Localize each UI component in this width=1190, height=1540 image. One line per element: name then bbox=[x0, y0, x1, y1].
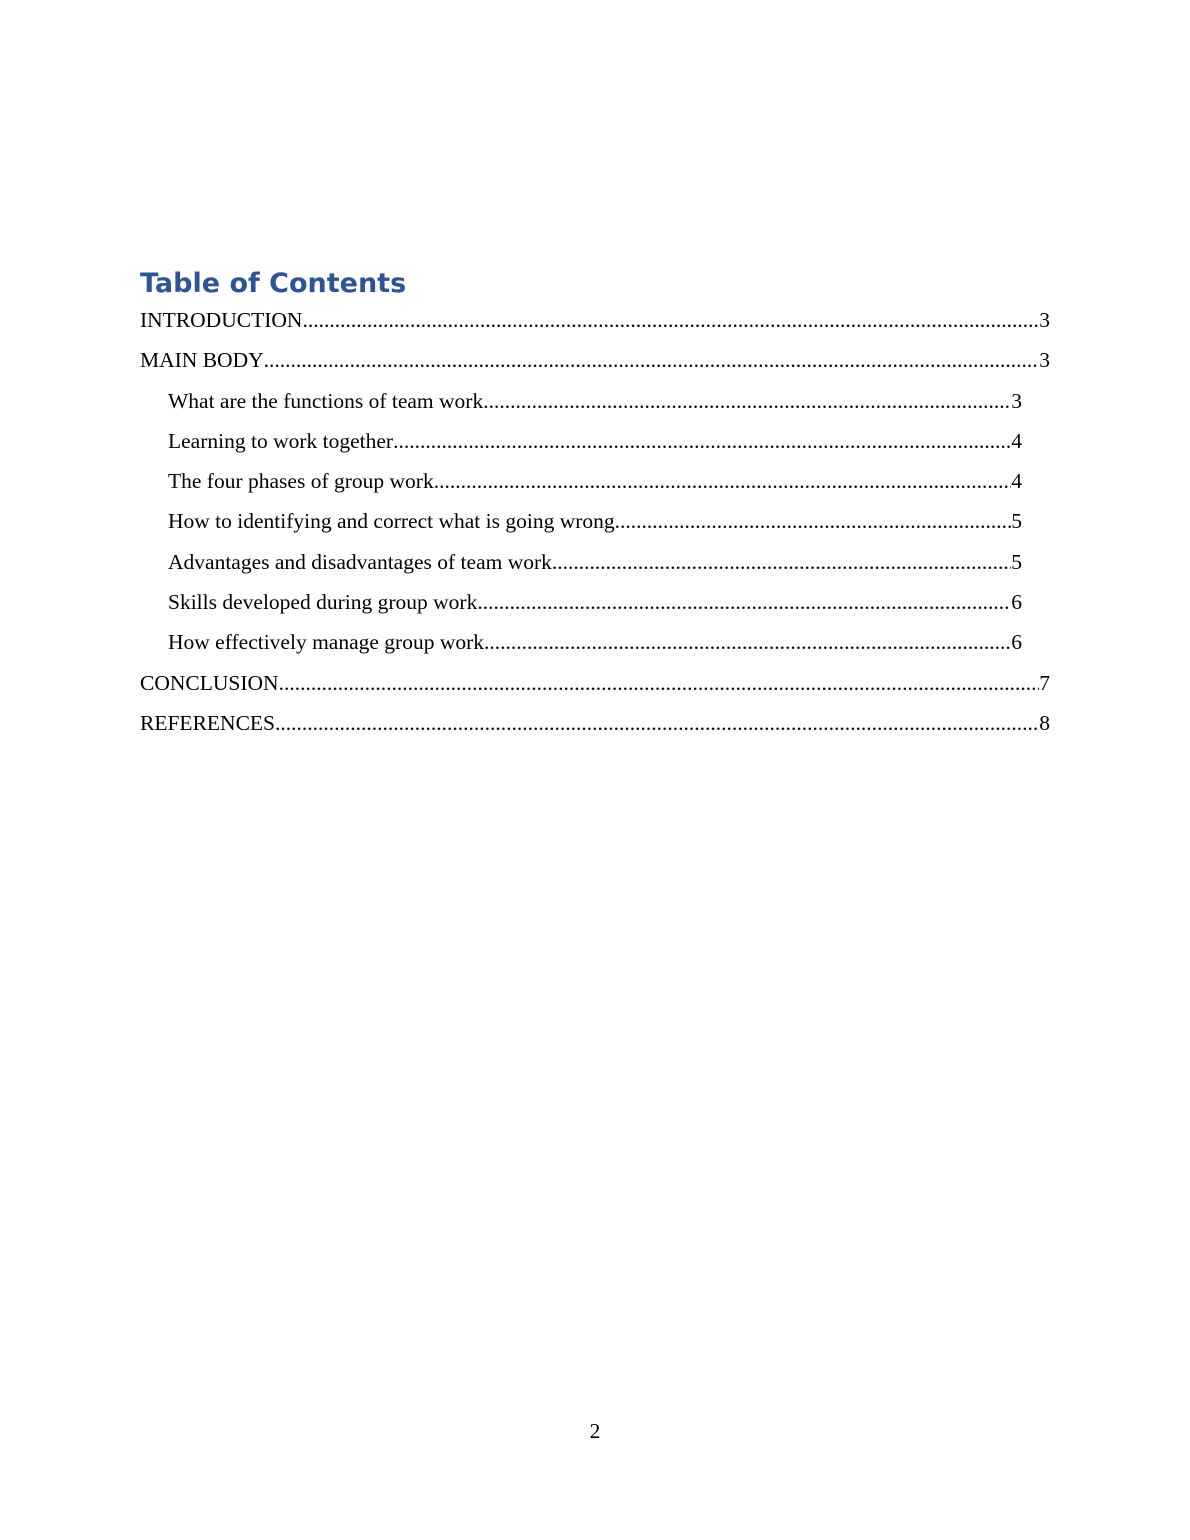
toc-heading: Table of Contents bbox=[140, 268, 407, 299]
toc-dot-leader bbox=[477, 582, 1011, 622]
toc-entry-title: Advantages and disadvantages of team work bbox=[168, 549, 552, 574]
toc-entry-references[interactable] bbox=[140, 703, 1050, 743]
toc-entry-page: 8 bbox=[1039, 710, 1050, 735]
toc-list bbox=[140, 300, 1050, 743]
toc-entry-page: 6 bbox=[1011, 630, 1022, 655]
toc-entry-page: 4 bbox=[1011, 469, 1022, 494]
toc-entry-manage-group-work[interactable] bbox=[168, 622, 1022, 662]
toc-entry-title: REFERENCES bbox=[140, 710, 275, 735]
toc-entry-title: What are the functions of team work bbox=[168, 388, 484, 413]
toc-dot-leader bbox=[434, 461, 1012, 501]
toc-entry-title: How effectively manage group work bbox=[168, 630, 485, 655]
toc-entry-title: Skills developed during group work bbox=[168, 590, 478, 615]
toc-dot-leader bbox=[279, 663, 1040, 703]
toc-entry-introduction[interactable] bbox=[140, 300, 1050, 340]
toc-entry-page: 3 bbox=[1039, 348, 1050, 373]
toc-entry-conclusion[interactable] bbox=[140, 663, 1050, 703]
toc-dot-leader bbox=[275, 703, 1039, 743]
toc-entry-page: 5 bbox=[1011, 549, 1022, 574]
toc-entry-title: CONCLUSION bbox=[140, 670, 279, 695]
toc-entry-page: 4 bbox=[1011, 428, 1022, 453]
toc-entry-page: 3 bbox=[1039, 308, 1050, 332]
toc-entry-functions-of-team-work[interactable] bbox=[168, 381, 1022, 421]
toc-entry-title: MAIN BODY bbox=[140, 348, 264, 373]
toc-entry-title: Learning to work together bbox=[168, 428, 394, 453]
toc-entry-learning-to-work-together[interactable] bbox=[168, 421, 1022, 461]
toc-dot-leader bbox=[484, 622, 1011, 662]
toc-dot-leader bbox=[552, 542, 1011, 582]
page-number: 2 bbox=[589, 1419, 601, 1443]
toc-dot-leader bbox=[302, 300, 1039, 340]
toc-entry-main-body[interactable] bbox=[140, 340, 1050, 380]
toc-dot-leader bbox=[393, 421, 1011, 461]
toc-entry-skills-developed[interactable] bbox=[168, 582, 1022, 622]
toc-entry-title: INTRODUCTION bbox=[140, 308, 303, 332]
toc-entry-title: How to identifying and correct what is going wrong bbox=[168, 509, 615, 534]
toc-entry-title: The four phases of group work bbox=[168, 469, 434, 494]
toc-entry-page: 6 bbox=[1011, 590, 1022, 615]
toc-dot-leader bbox=[264, 340, 1040, 380]
toc-dot-leader bbox=[615, 501, 1012, 541]
toc-entry-identifying-and-correct[interactable] bbox=[168, 501, 1022, 541]
toc-entry-page: 3 bbox=[1011, 388, 1022, 413]
toc-entry-page: 5 bbox=[1011, 509, 1022, 534]
toc-entry-advantages-disadvantages[interactable] bbox=[168, 542, 1022, 582]
toc-dot-leader bbox=[483, 381, 1011, 421]
toc-entry-four-phases[interactable] bbox=[168, 461, 1022, 501]
toc-entry-page: 7 bbox=[1039, 670, 1050, 695]
